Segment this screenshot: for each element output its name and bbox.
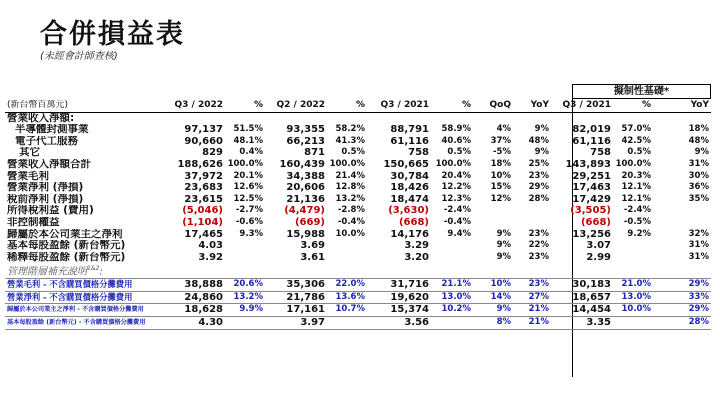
supplementary-header-text: 管理階層補充說明 [7,266,87,278]
table-cell: 12.1% [621,193,651,204]
table-cell: -0.4% [337,216,365,227]
table-cell: 13.2% [335,193,365,204]
table-cell: 18% [688,124,709,135]
row-label: 所得稅利益 (費用) [7,205,94,217]
row-label: 歸屬於本公司業主之淨利 [7,228,123,240]
supplementary-header-row [5,263,711,278]
table-cell: 23% [528,170,549,181]
table-cell: 0.5% [341,147,365,158]
table-cell: 18% [490,158,511,169]
table-cell: 758 [408,147,429,159]
table-cell: -2.4% [443,205,471,216]
table-cell: 4.03 [198,240,223,252]
col-header: YoY [513,100,551,112]
col-header: % [225,100,265,112]
table-cell: 23,683 [184,182,223,194]
table-cell: 22.0% [327,279,367,292]
col-header: % [327,100,367,112]
table-cell: 20.4% [441,170,471,181]
table-cell: 100.0% [227,158,263,169]
table-cell [157,112,225,124]
table-row [5,159,711,171]
table-cell: 871 [304,147,325,159]
table-cell: 21,786 [265,291,327,304]
table-cell: 41.3% [335,135,365,146]
table-cell [327,112,367,124]
table-cell: (3,630) [388,205,429,217]
table-cell: 100.0% [435,158,471,169]
table-cell: 51.5% [233,124,263,135]
table-cell: 12.8% [335,182,365,193]
table-cell: 30,183 [551,279,613,292]
table-cell [225,252,265,264]
table-cell: 36% [688,182,709,193]
table-cell: 66,213 [286,135,325,147]
row-label: 營業毛利 [7,170,49,182]
table-cell: 20,606 [286,182,325,194]
table-cell: 19,620 [367,291,431,304]
table-cell: 21,136 [286,193,325,205]
table-cell [431,112,473,124]
table-cell: 10% [490,170,511,181]
table-cell: 23% [528,228,549,239]
table-cell: 58.9% [441,124,471,135]
table-cell: 21.0% [613,279,653,292]
table-cell [613,112,653,124]
table-cell: 37% [490,135,511,146]
table-cell: 3.20 [404,251,429,263]
table-cell [431,240,473,252]
table-cell: 21% [513,304,551,317]
table-cell: 9% [496,228,511,239]
table-cell: 150,665 [383,158,429,170]
table-cell: -2.7% [235,205,263,216]
table-cell: 13.6% [327,291,367,304]
table-cell: 15,374 [367,304,431,317]
table-cell: 90,660 [184,135,223,147]
table-cell: (1,104) [182,216,223,228]
table-cell: 9.9% [225,304,265,317]
table-cell: 188,626 [177,158,223,170]
table-cell: 17,463 [572,182,611,194]
row-label: 稅前淨利 (淨損) [7,193,84,205]
col-header: YoY [653,100,711,112]
table-cell: 23% [513,279,551,292]
table-cell: 17,465 [184,228,223,240]
table-cell: 758 [590,147,611,159]
table-cell: 97,137 [184,124,223,136]
table-cell: (668) [580,216,611,228]
table-cell [613,240,653,252]
table-cell: 20.3% [621,170,651,181]
table-cell: 32% [688,228,709,239]
row-label: 稀釋每股盈餘 (新台幣元) [7,251,126,263]
table-cell: 9.4% [447,228,471,239]
table-cell [327,252,367,264]
table-cell: 3.29 [404,240,429,252]
table-cell: 2.99 [586,251,611,263]
table-row [5,194,711,206]
table-cell: 0.5% [627,147,651,158]
table-cell: 8% [473,317,513,330]
table-cell: 17,161 [265,304,327,317]
row-label: 基本每股盈餘 (新台幣元) [7,240,126,252]
table-cell: 21.1% [431,279,473,292]
table-cell [513,217,551,229]
proforma-basis-label: 擬制性基礎* [572,84,711,99]
table-row [5,240,711,252]
table-cell: 17,429 [572,193,611,205]
table-cell: 9% [534,124,549,135]
table-cell [513,205,551,217]
row-label: 營業收入淨額: [7,112,75,124]
table-cell: 12.5% [233,193,263,204]
table-cell: (4,479) [284,205,325,217]
table-cell [613,317,653,330]
table-cell [513,112,551,124]
table-cell [327,240,367,252]
table-cell: 24,860 [157,291,225,304]
table-cell [225,240,265,252]
table-cell: 9% [534,147,549,158]
table-cell: 48.1% [233,135,263,146]
table-cell: 35% [688,193,709,204]
table-cell: 28% [528,193,549,204]
table-cell: 30,784 [390,170,429,182]
table-cell: 10.0% [613,304,653,317]
table-row [5,252,711,264]
table-cell: 15,988 [286,228,325,240]
table-cell: 88,791 [390,124,429,136]
table-cell: 12% [490,193,511,204]
table-cell: 3.92 [198,251,223,263]
table-cell: 21% [513,317,551,330]
table-cell: 3.35 [551,317,613,330]
table-cell: 25% [528,158,549,169]
table-cell [225,317,265,330]
table-cell: 30% [688,170,709,181]
table-cell: 23% [528,251,549,262]
table-cell: 58.2% [335,124,365,135]
table-cell [327,317,367,330]
table-cell: (5,046) [182,205,223,217]
table-cell [613,252,653,264]
table-cell [473,112,513,124]
col-header: % [613,100,653,112]
non-gaap-row [5,317,711,330]
table-cell: 9% [694,147,709,158]
table-header-row [5,100,711,112]
col-header: QoQ [473,100,513,112]
col-header: Q2 / 2022 [265,100,327,112]
table-cell: 160,439 [279,158,325,170]
table-cell: 13.0% [431,291,473,304]
table-cell: 9% [473,304,513,317]
table-cell: 13,256 [572,228,611,240]
supplementary-header-colon: : [99,266,103,278]
table-cell: 4.30 [157,317,225,330]
col-header-unit: (新台幣百萬元) [5,100,157,112]
table-cell: 100.0% [615,158,651,169]
table-cell: 10.2% [431,304,473,317]
table-cell: 31% [688,158,709,169]
table-cell: -5% [493,147,511,158]
table-cell: 3.07 [586,240,611,252]
row-label: 營業淨利 - 不含購買價格分攤費用 [5,291,157,304]
table-cell: 18,628 [157,304,225,317]
table-cell: 40.6% [441,135,471,146]
table-cell: 829 [202,147,223,159]
table-cell: 14,176 [390,228,429,240]
row-label: 電子代工服務 [15,135,78,147]
table-cell: -2.4% [623,205,651,216]
table-cell: 13.2% [225,291,265,304]
table-cell: 35,306 [265,279,327,292]
table-cell [473,205,513,217]
table-cell: 29% [653,304,711,317]
table-cell: 38,888 [157,279,225,292]
row-label: 基本每股盈餘 (新台幣元) - 不含購買價格分攤費用 [5,317,157,330]
table-cell: 10.7% [327,304,367,317]
table-cell [653,205,711,217]
table-row [5,182,711,194]
table-cell: 93,355 [286,124,325,136]
table-cell: 29% [528,182,549,193]
table-cell: 27% [513,291,551,304]
table-row [5,124,711,136]
col-header: Q3 / 2021 [367,100,431,112]
row-label: 半導體封測事業 [15,124,89,136]
table-cell: 57.0% [621,124,651,135]
table-cell: 31,716 [367,279,431,292]
table-cell: 28% [653,317,711,330]
table-cell: (3,505) [570,205,611,217]
supplementary-header [5,263,711,278]
table-cell: -0.5% [623,216,651,227]
row-label: 其它 [19,147,40,159]
table-cell: 3.61 [300,251,325,263]
table-row [5,205,711,217]
table-cell: 143,893 [565,158,611,170]
table-cell [431,317,473,330]
table-row [5,171,711,183]
table-cell [653,217,711,229]
table-cell: 29% [653,279,711,292]
table-cell: 61,116 [572,135,611,147]
table-cell: 31% [688,240,709,251]
table-row [5,217,711,229]
non-gaap-row [5,304,711,317]
table-cell: 12.6% [233,182,263,193]
table-cell: 15% [490,182,511,193]
table-cell [653,112,711,124]
row-label: 歸屬於本公司業主之淨利 - 不含購買價格分攤費用 [5,304,157,317]
table-cell: -0.6% [235,216,263,227]
income-statement-table [5,100,711,330]
table-cell: 61,116 [390,135,429,147]
table-cell: 3.69 [300,240,325,252]
table-row [5,136,711,148]
row-label: 營業毛利 - 不含購買價格分攤費用 [5,279,157,292]
table-cell: 10% [473,279,513,292]
table-cell: 23,615 [184,193,223,205]
table-cell: 18,657 [551,291,613,304]
table-cell [473,217,513,229]
col-header: % [431,100,473,112]
table-cell: 34,388 [286,170,325,182]
table-cell: 33% [653,291,711,304]
table-cell: 20.1% [233,170,263,181]
table-cell: 48% [528,135,549,146]
table-cell: (669) [294,216,325,228]
table-cell: 10.0% [335,228,365,239]
table-cell: 9.3% [239,228,263,239]
table-cell [225,112,265,124]
table-cell: 100.0% [329,158,365,169]
col-header: Q3 / 2021 [551,100,613,112]
table-cell: 48% [688,135,709,146]
table-cell: 18,426 [390,182,429,194]
table-cell: (668) [398,216,429,228]
table-cell: 20.6% [225,279,265,292]
table-cell [431,252,473,264]
table-cell: 37,972 [184,170,223,182]
table-cell: 0.5% [447,147,471,158]
table-cell: 31% [688,251,709,262]
table-cell: 9.2% [627,228,651,239]
table-cell [265,112,327,124]
table-cell: 14,454 [551,304,613,317]
footnote-reference: 1&2 [87,265,100,273]
page-title: 合併損益表 [40,19,185,50]
row-label: 營業收入淨額合計 [7,158,91,170]
table-row [5,147,711,159]
table-cell: 9% [496,240,511,251]
table-cell: 9% [496,251,511,262]
table-cell: -0.4% [443,216,471,227]
table-cell: 12.2% [441,182,471,193]
table-cell: 3.56 [367,317,431,330]
table-cell: 22% [528,240,549,251]
table-cell: 21.4% [335,170,365,181]
row-label: 非控制權益 [7,216,60,228]
table-cell [551,112,613,124]
table-row [5,112,711,124]
table-cell: 4% [496,124,511,135]
non-gaap-row [5,279,711,292]
table-cell: 42.5% [621,135,651,146]
table-cell: 13.0% [613,291,653,304]
col-header: Q3 / 2022 [157,100,225,112]
table-cell [367,112,431,124]
table-row [5,229,711,241]
non-gaap-row [5,291,711,304]
table-cell: 12.1% [621,182,651,193]
table-cell: -2.8% [337,205,365,216]
row-label: 營業淨利 (淨損) [7,182,84,194]
table-cell: 14% [473,291,513,304]
table-cell: 82,019 [572,124,611,136]
page-subtitle: (未經會計師查核) [40,51,118,62]
table-cell: 0.4% [239,147,263,158]
table-cell: 3.97 [265,317,327,330]
table-cell: 18,474 [390,193,429,205]
table-cell: 12.3% [441,193,471,204]
table-cell: 29,251 [572,170,611,182]
